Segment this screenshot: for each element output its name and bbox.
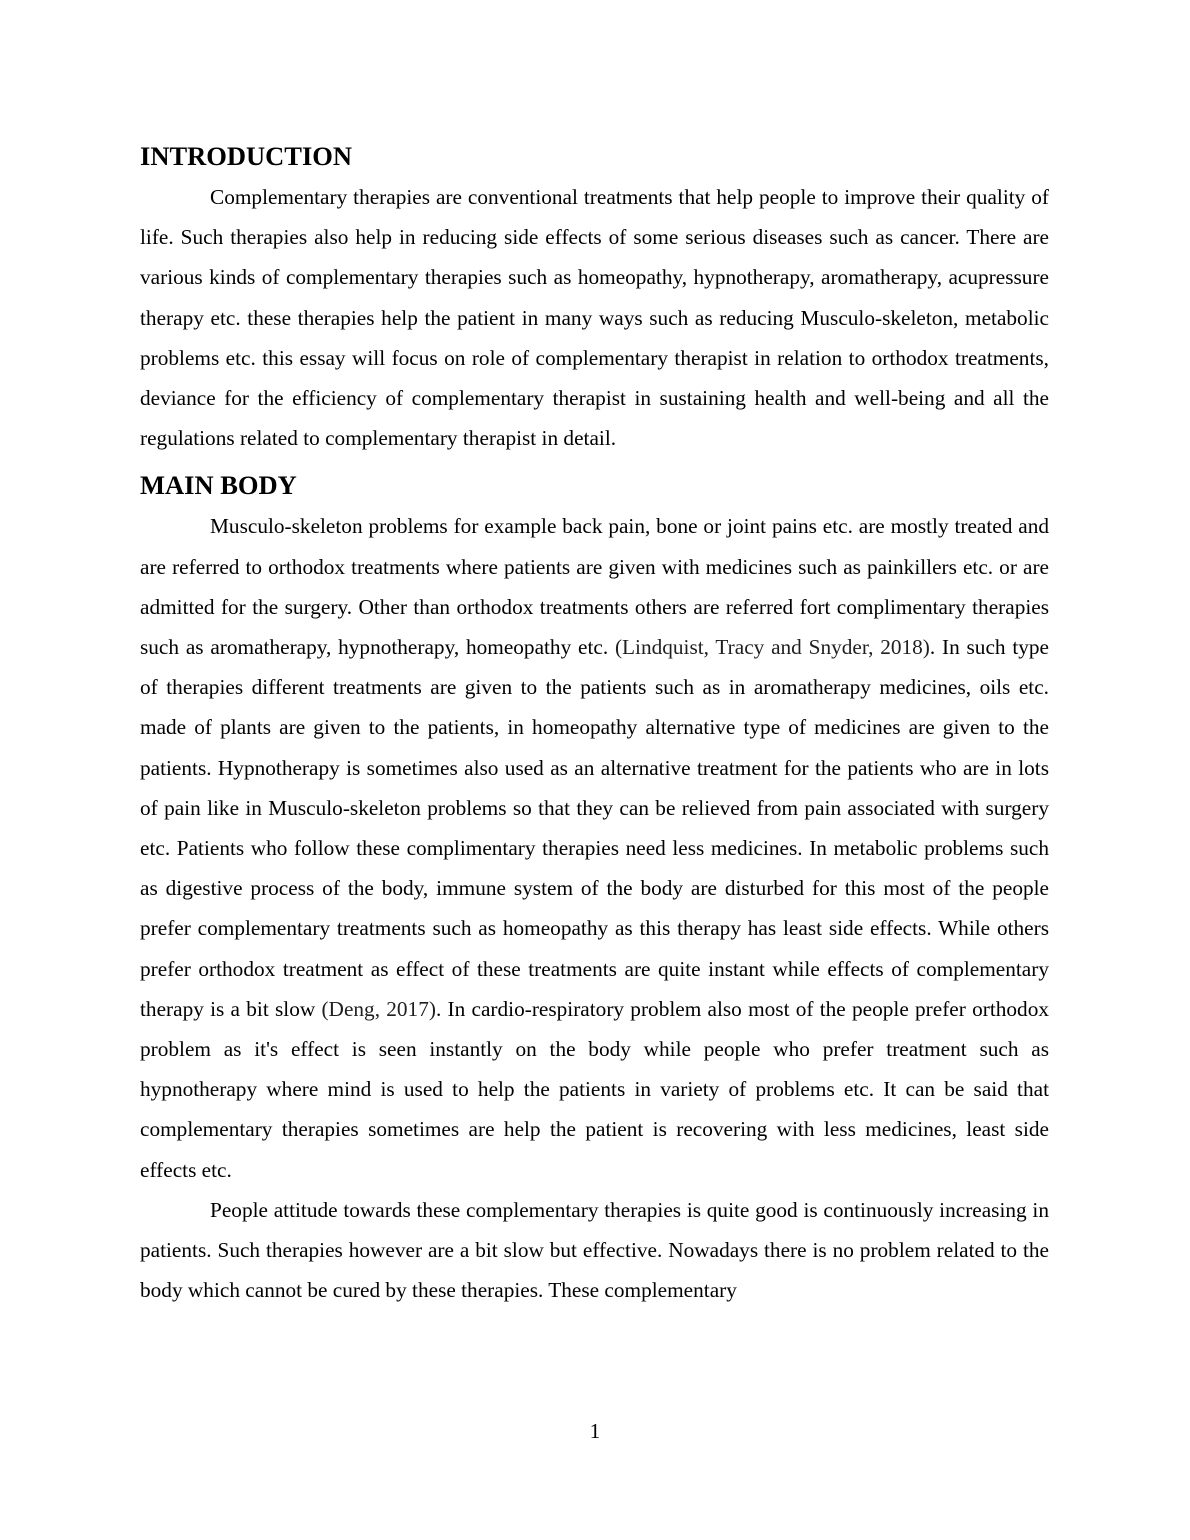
- page-content: [140, 138, 1049, 1310]
- citation: (Deng, 2017): [321, 996, 436, 1021]
- introduction-paragraph: Complementary therapies are conventional treatments that help people to improve their quality of life. Such therapies also help in reducing side effects of some serious diseases such as cancer. There are various kinds of complementary therapies such as homeopathy, hypnotherapy, aromatherapy, acupressure therapy etc. these therapies help the patient in many ways such as reducing Musculo-skeleton, metabolic problems etc. this essay will focus on role of complementary therapist in relation to orthodox treatments, deviance for the efficiency of complementary therapist in sustaining health and well-being and all the regulations related to complementary therapist in detail.: [140, 185, 1049, 451]
- paragraph-text: . In cardio-respiratory problem also most of the people prefer orthodox problem as it's effect is seen instantly on the body while people who prefer treatment such as hypnotherapy where mind is used to help the patients in variety of problems etc. It can be said that complementary therapies sometimes are help the patient is recovering with less medicines, least side effects etc.: [140, 996, 1049, 1182]
- paragraph-text: . In such type of therapies different treatments are given to the patients such as in aromatherapy medicines, oils etc. made of plants are given to the patients, in homeopathy alternative type of medicines are given to the patients. Hypnotherapy is sometimes also used as an alternative treatment for the patients who are in lots of pain like in Musculo-skeleton problems so that they can be relieved from pain associated with surgery etc. Patients who follow these complimentary therapies need less medicines. In metabolic problems such as digestive process of the body, immune system of the body are disturbed for this most of the people prefer complementary treatments such as homeopathy as this therapy has least side effects. While others prefer orthodox treatment as effect of these treatments are quite instant while effects of complementary therapy is a bit slow: [140, 635, 1049, 1021]
- main-body-paragraph-2: People attitude towards these complementary therapies is quite good is continuously increasing in patients. Such therapies however are a bit slow but effective. Nowadays there is no problem related to the body which cannot be cured by these therapies. These complementary: [140, 1197, 1049, 1303]
- paragraph-text: Musculo-skeleton problems for example back pain, bone or joint pains etc. are mostly treated and are referred to orthodox treatments where patients are given with medicines such as painkillers etc. or are admitted for the surgery. Other than orthodox treatments others are referred fort complimentary therapies such as aromatherapy, hypnotherapy, homeopathy etc.: [140, 514, 1049, 660]
- page-number: 1: [589, 1419, 601, 1443]
- introduction-heading: INTRODUCTION: [140, 141, 353, 171]
- main-body-heading: MAIN BODY: [140, 470, 297, 501]
- citation: (Lindquist, Tracy and Snyder, 2018): [614, 635, 930, 660]
- main-body-paragraph-1: [140, 506, 1049, 1189]
